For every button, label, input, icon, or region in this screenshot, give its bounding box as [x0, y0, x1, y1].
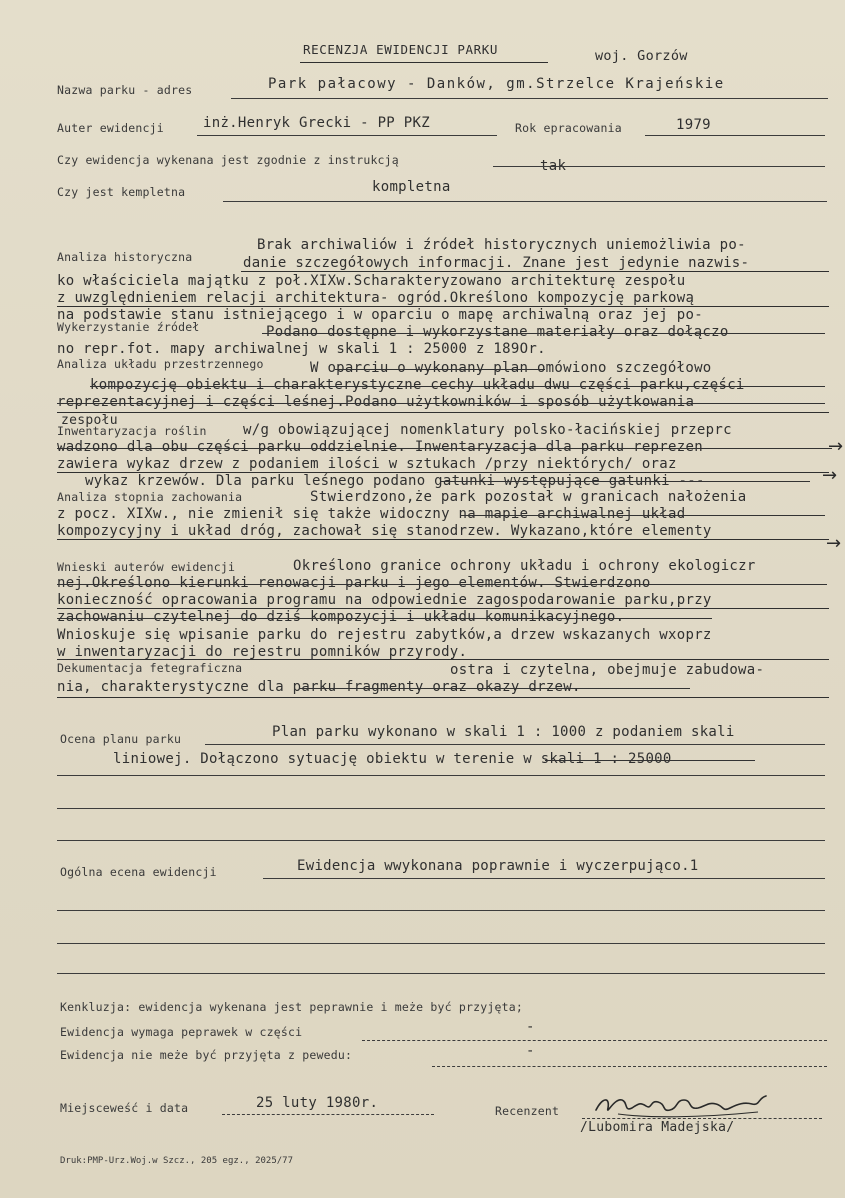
body-line: ostra i czytelna, obejmuje zabudowa- — [450, 662, 765, 678]
body-line: Brak archiwaliów i źródeł historycznych uniemożliwia po- — [257, 237, 746, 253]
body-line: nia, charakterystyczne dla parku fragmenty oraz okazy drzew. — [57, 679, 581, 695]
section-label-historical: Analiza historyczna — [57, 250, 193, 264]
arrow-right-icon: → — [828, 436, 844, 457]
field-line — [205, 744, 825, 745]
strikethrough — [262, 333, 825, 334]
conclusion-line-3-label: Ewidencja nie meże być przyjęta z pewedu: — [60, 1048, 353, 1062]
body-line: zespołu — [61, 413, 118, 428]
field-line — [263, 878, 825, 879]
print-note: Druk:PMP-Urz.Woj.w Szcz., 205 egz., 2025/77 — [60, 1156, 293, 1166]
underline — [57, 539, 829, 540]
complete-value: kompletna — [372, 179, 451, 195]
strikethrough — [57, 403, 825, 404]
field-line — [432, 1066, 827, 1067]
field-line — [57, 840, 825, 841]
arrow-right-icon: → — [826, 533, 842, 554]
body-line: Stwierdzono,że park pozostał w granicach nałożenia — [310, 489, 747, 505]
body-line: konieczność opracowania programu na odpowiednie zagospodarowanie parku,przy — [57, 592, 712, 608]
park-name-value: Park pałacowy - Danków, gm.Strzelce Krajeńskie — [268, 76, 725, 92]
instruction-label: Czy ewidencja wykenana jest zgodnie z instrukcją — [57, 153, 399, 167]
body-line: w/g obowiązującej nomenklatury polsko-łacińskiej przeprc — [243, 422, 732, 438]
place-date-label: Miejsceweść i data — [60, 1101, 189, 1115]
strikethrough — [335, 369, 545, 370]
body-line: z pocz. XIXw., nie zmienił się także widoczny na mapie archiwalnej układ — [57, 506, 686, 522]
body-line: wykaz krzewów. Dla parku leśnego podano gatunki występujące gatunki --- — [85, 473, 705, 489]
body-line: wadzono dla obu części parku oddzielnie. Inwentaryzacja dla parku reprezen — [57, 439, 703, 455]
conclusion-line-2-label: Ewidencja wymaga peprawek w części — [60, 1025, 303, 1039]
park-name-label: Nazwa parku - adres — [57, 83, 193, 97]
field-line — [231, 98, 828, 99]
body-line: Określono granice ochrony układu i ochrony ekologiczr — [293, 558, 756, 574]
reviewer-signature — [588, 1088, 788, 1128]
strikethrough — [57, 448, 832, 449]
arrow-right-icon: → — [822, 465, 838, 486]
conclusion-line-2-value: - — [526, 1019, 535, 1035]
field-line — [645, 135, 825, 136]
conclusion-line-3-value: - — [526, 1043, 535, 1059]
body-line: na podstawie stanu istniejącego i w oparciu o mapę archiwalną oraz jej po- — [57, 307, 703, 323]
field-line — [223, 201, 827, 202]
field-line — [493, 166, 825, 167]
strikethrough — [460, 515, 825, 516]
section-label-plants: Inwentaryzacja roślin — [57, 424, 207, 438]
overall-value: Ewidencja wwykonana poprawnie i wyczerpująco.1 — [297, 858, 699, 874]
title-underline — [300, 62, 548, 63]
body-line: nej.Określono kierunki renowacji parku i jego elementów. Stwierdzono — [57, 575, 651, 591]
field-line — [57, 943, 825, 944]
strikethrough — [57, 618, 712, 619]
author-label: Auter ewidencji — [57, 121, 164, 135]
author-value: inż.Henryk Grecki - PP PKZ — [203, 115, 430, 131]
field-line — [57, 973, 825, 974]
body-line: W oparciu o wykonany plan omówiono szczegółowo — [310, 360, 712, 376]
reviewer-name: /Lubomira Madejska/ — [580, 1120, 735, 1135]
complete-label: Czy jest kempletna — [57, 185, 186, 199]
strikethrough — [90, 386, 825, 387]
body-line: kompozycję obiektu i charakterystyczne cechy układu dwu części parku,części — [90, 377, 745, 393]
section-label-preservation: Analiza stopnia zachowania — [57, 490, 243, 504]
field-line — [222, 1114, 434, 1115]
year-value: 1979 — [676, 117, 711, 133]
section-label-photos: Dekumentacja fetegraficzna — [57, 661, 243, 675]
field-line — [362, 1040, 827, 1041]
place-date-value: 25 luty 1980r. — [256, 1095, 379, 1111]
reviewer-label: Recenzent — [495, 1104, 560, 1118]
body-line: danie szczegółowych informacji. Znane jest jedynie nazwis- — [243, 255, 750, 271]
body-line: ko właściciela majątku z poł.XIXw.Scharakteryzowano architekturę zespołu — [57, 273, 686, 289]
field-line — [197, 135, 497, 136]
section-label-spatial: Analiza układu przestrzennego — [57, 357, 264, 371]
plan-label: Ocena planu parku — [60, 732, 182, 746]
plan-line-1: Plan parku wykonano w skali 1 : 1000 z podaniem skali — [272, 724, 735, 740]
plan-line-2: liniowej. Dołączono sytuację obiektu w terenie w skali 1 : 25000 — [113, 751, 672, 767]
underline — [57, 412, 829, 413]
strikethrough — [440, 481, 810, 482]
field-line — [57, 910, 825, 911]
section-label-conclusions: Wnieski auterów ewidencji — [57, 560, 236, 574]
strikethrough — [545, 760, 755, 761]
field-line — [57, 808, 825, 809]
section-label-sources: Wykerzystanie źródeł — [57, 320, 200, 334]
underline — [57, 697, 829, 698]
body-line: zachowaniu czytelnej do dziś kompozycji i układu komunikacyjnego. — [57, 609, 625, 625]
body-line: Wnioskuje się wpisanie parku do rejestru zabytków,a drzew wskazanych wxoprz — [57, 627, 712, 643]
overall-label: Ogólna ecena ewidencji — [60, 865, 217, 879]
instruction-value: tak — [540, 158, 567, 174]
body-line: w inwentaryzacji do rejestru pomników przyrody. — [57, 644, 468, 660]
field-line — [57, 775, 825, 776]
conclusion-line-1: Kenkluzja: ewidencja wykenana jest peprawnie i meże być przyjęta; — [60, 1000, 524, 1014]
document-title: RECENZJA EWIDENCJI PARKU — [303, 42, 499, 57]
underline — [241, 271, 829, 272]
body-line: Podano dostępne i wykorzystane materiały oraz dołączo — [266, 324, 729, 340]
body-line: reprezentacyjnej i części leśnej.Podano użytkowników i sposób użytkowania — [57, 394, 695, 410]
underline — [57, 659, 829, 660]
strikethrough — [57, 584, 827, 585]
region: woj. Gorzów — [595, 48, 688, 64]
body-line: no repr.fot. mapy archiwalnej w skali 1 : 25000 z 189Or. — [57, 341, 546, 357]
strikethrough — [300, 688, 690, 689]
year-label: Rok epracowania — [515, 121, 622, 135]
body-line: zawiera wykaz drzew z podaniem ilości w sztukach /przy niektórych/ oraz — [57, 456, 677, 472]
body-line: z uwzględnieniem relacji architektura- ogród.Określono kompozycję parkową — [57, 290, 695, 306]
body-line: kompozycyjny i układ dróg, zachował się stanodrzew. Wykazano,które elementy — [57, 523, 712, 539]
